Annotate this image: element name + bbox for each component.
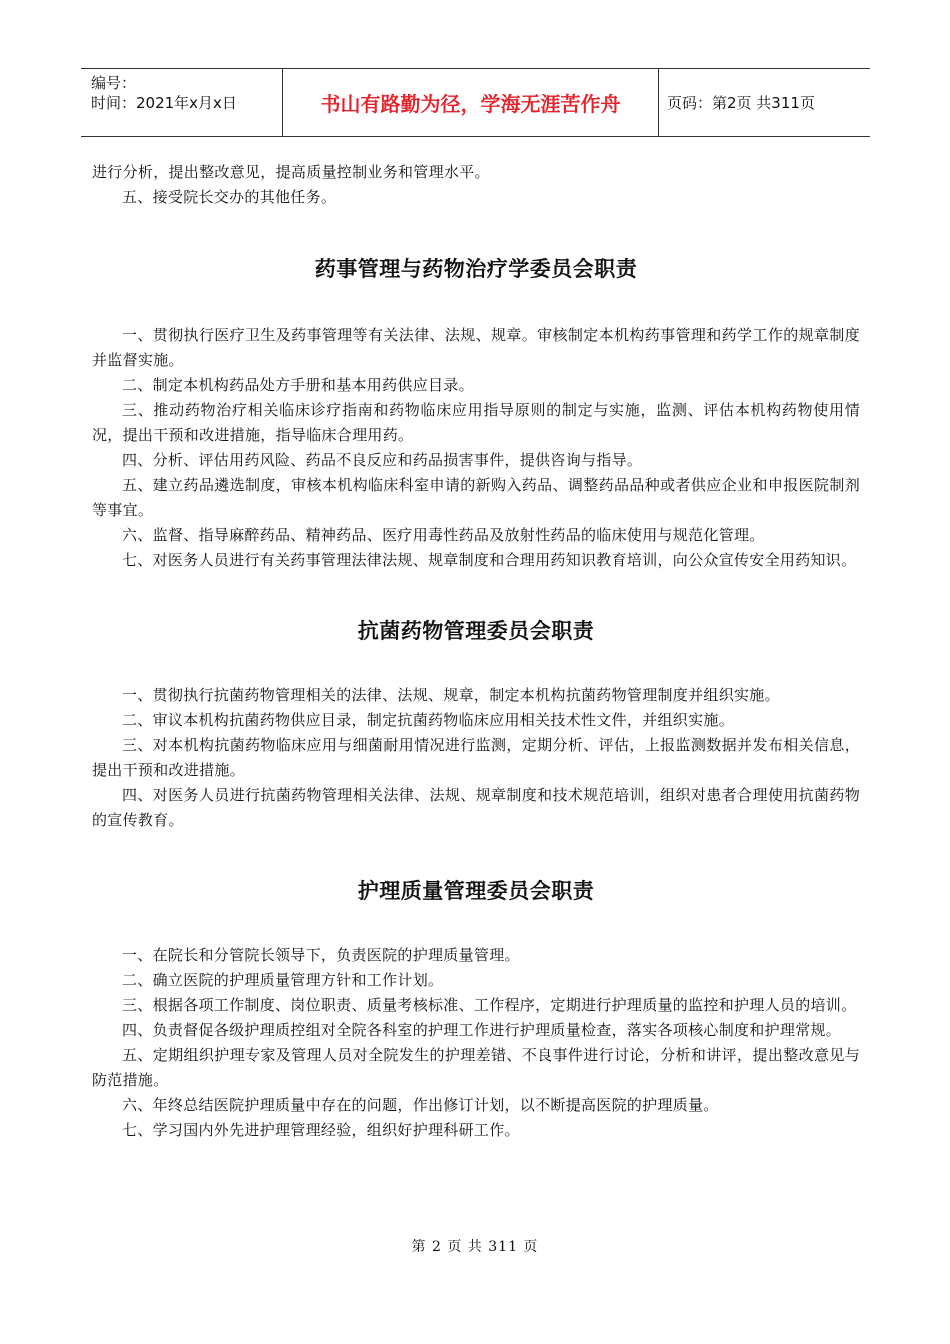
paragraph: 四、负责督促各级护理质控组对全院各科室的护理工作进行护理质量检查，落实各项核心制度和护理常规。 — [122, 1021, 842, 1039]
paragraph: 一、贯彻执行医疗卫生及药事管理等有关法律、法规、规章。审核制定本机构药事管理和药学工作的规章制度并监督实施。 — [92, 326, 860, 369]
intro-paragraph: 五、接受院长交办的其他任务。 — [122, 188, 337, 206]
header-meta — [81, 69, 283, 136]
paragraph: 二、审议本机构抗菌药物供应目录，制定抗菌药物临床应用相关技术性文件，并组织实施。 — [122, 711, 735, 729]
paragraph: 七、对医务人员进行有关药事管理法律法规、规章制度和合理用药知识教育培训，向公众宣传安全用药知识。 — [122, 551, 857, 569]
section-body — [92, 943, 860, 1143]
header-page-number: 页码：第2页 共311页 — [667, 94, 815, 112]
page-footer: 第 2 页 共 311 页 — [411, 1239, 539, 1255]
paragraph: 六、年终总结医院护理质量中存在的问题，作出修订计划，以不断提高医院的护理质量。 — [122, 1096, 719, 1114]
paragraph: 三、根据各项工作制度、岗位职责、质量考核标准、工作程序，定期进行护理质量的监控和护理人员的培训。 — [122, 996, 857, 1014]
paragraph: 四、分析、评估用药风险、药品不良反应和药品损害事件，提供咨询与指导。 — [122, 451, 643, 469]
paragraph: 四、对医务人员进行抗菌药物管理相关法律、法规、规章制度和技术规范培训，组织对患者合理使用抗菌药物的宣传教育。 — [92, 786, 860, 829]
section-title: 抗菌药物管理委员会职责 — [357, 619, 595, 643]
paragraph: 一、在院长和分管院长领导下，负责医院的护理质量管理。 — [122, 946, 520, 964]
paragraph: 三、推动药物治疗相关临床诊疗指南和药物临床应用指导原则的制定与实施，监测、评估本机构药物使用情况，提出干预和改进措施，指导临床合理用药。 — [92, 401, 860, 444]
paragraph: 七、学习国内外先进护理管理经验，组织好护理科研工作。 — [122, 1121, 520, 1139]
paragraph: 一、贯彻执行抗菌药物管理相关的法律、法规、规章，制定本机构抗菌药物管理制度并组织实施。 — [122, 686, 780, 704]
page-header — [81, 68, 870, 137]
document-date: 时间：2021年x月x日 — [91, 94, 237, 112]
paragraph: 五、定期组织护理专家及管理人员对全院发生的护理差错、不良事件进行讨论，分析和讲评，提出整改意见与防范措施。 — [92, 1046, 860, 1089]
section-title: 药事管理与药物治疗学委员会职责 — [314, 257, 638, 281]
section-body — [92, 323, 860, 573]
document-body — [92, 158, 860, 1143]
section-body — [92, 683, 860, 833]
paragraph: 五、建立药品遴选制度，审核本机构临床科室申请的新购入药品、调整药品品种或者供应企业和申报医院制剂等事宜。 — [92, 476, 860, 519]
header-motto: 书山有路勤为径，学海无涯苦作舟 — [283, 69, 659, 136]
document-number: 编号： — [91, 74, 137, 92]
section-title: 护理质量管理委员会职责 — [357, 879, 595, 903]
paragraph: 三、对本机构抗菌药物临床应用与细菌耐用情况进行监测，定期分析、评估，上报监测数据并发布相关信息，提出干预和改进措施。 — [92, 736, 860, 779]
paragraph: 二、确立医院的护理质量管理方针和工作计划。 — [122, 971, 444, 989]
paragraph: 六、监督、指导麻醉药品、精神药品、医疗用毒性药品及放射性药品的临床使用与规范化管理。 — [122, 526, 765, 544]
intro-paragraph: 进行分析，提出整改意见，提高质量控制业务和管理水平。 — [92, 163, 490, 181]
paragraph: 二、制定本机构药品处方手册和基本用药供应目录。 — [122, 376, 474, 394]
